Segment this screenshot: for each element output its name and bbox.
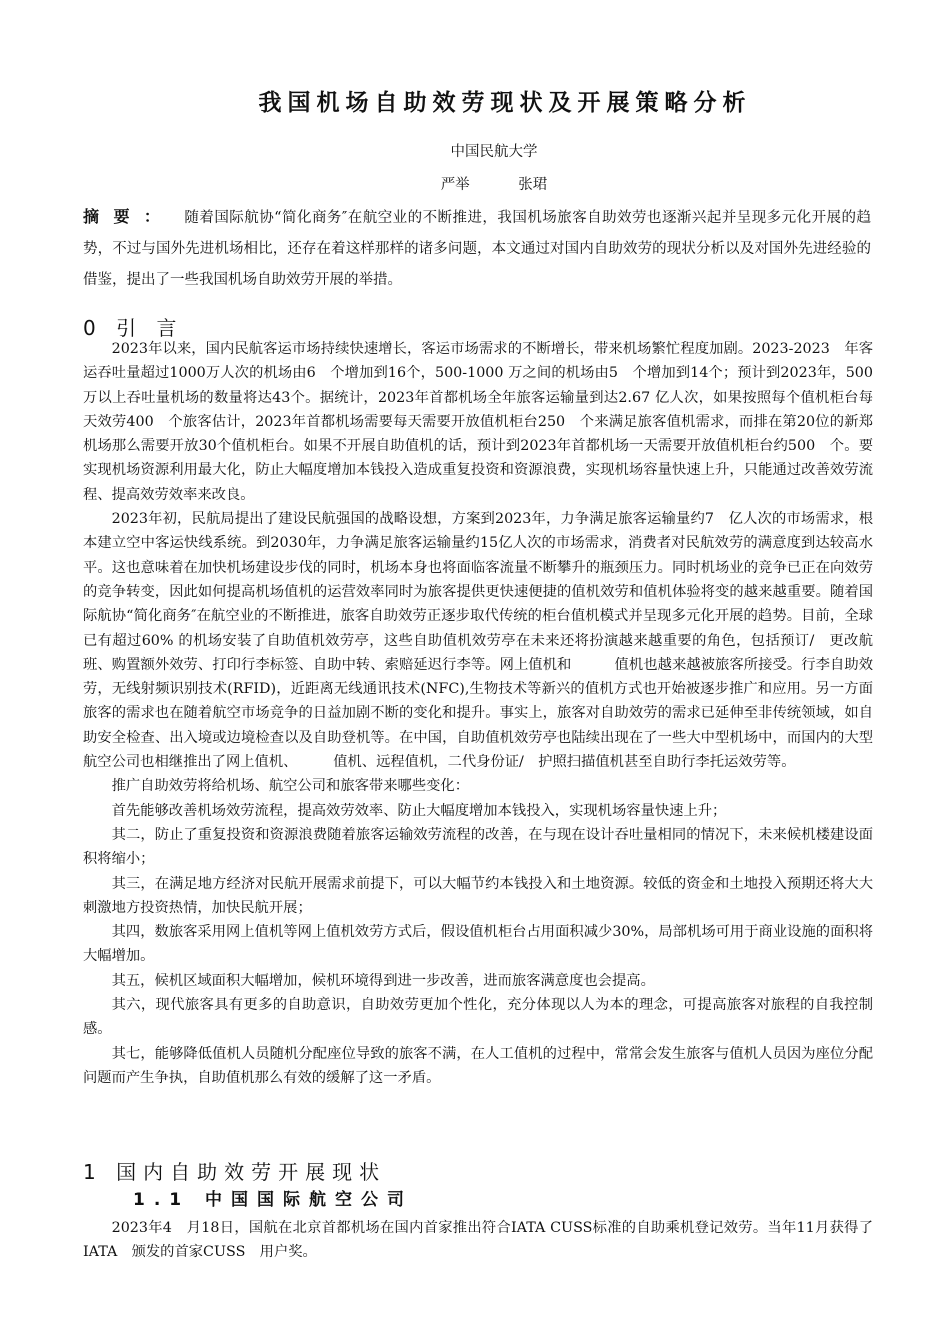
affiliation: 中国民航大学 (450, 144, 538, 160)
subsection-heading-air-china: 1.1 中国国际航空公司 (133, 1190, 414, 1210)
authors (0, 173, 950, 194)
paragraph: 其二，防止了重复投资和资源浪费随着旅客运输效劳流程的改善，在与现在设计吞吐量相同的情况下，未来候机楼建设面积将缩小； (83, 826, 873, 868)
page-title: 我国机场自助效劳现状及开展策略分析 (258, 90, 752, 116)
paragraph: 其六，现代旅客具有更多的自助意识，自助效劳更加个性化，充分体现以人为本的理念，可提高旅客对旅程的自我控制感。 (83, 997, 873, 1038)
paragraph: 其七，能够降低值机人员随机分配座位导致的旅客不满，在人工值机的过程中，常常会发生旅客与值机人员因为座位分配问题而产生争执，自助值机那么有效的缓解了这一矛盾。 (83, 1045, 873, 1086)
section-heading-introduction: 0 引 言 (83, 316, 184, 340)
introduction-body (83, 337, 888, 1090)
paragraph: 2023年以来，国内民航客运市场持续快速增长，客运市场需求的不断增长，带来机场繁忙程度加剧。2023-2023 年客运吞吐量超过1000万人次的机场由6 个增加到16个，500-1000 万之间的机场由5 个增加到14个；预计到2023年，500 万以上吞吐量机场的数量将达43个。据统计，2023年首都机场全年旅客运输量到达2.67 亿人次，如果按照每个值机柜台每天效劳400 个旅客估计，2023年首都机场需要每天需要开放值机柜台250 个来满足旅客值机需求，而排在第20位的新郑机场那么需要开放30个值机柜台。如果不开展自助值机的话，预计到2023年首都机场一天需要开放值机柜台约500 个。要实现机场资源利用最大化，防止大幅度增加本钱投入造成重复投资和资源浪费，实现机场容量快速上升，只能通过改善效劳流程、提高效劳效率来改良。 (83, 341, 888, 503)
paragraph: 其五，候机区域面积大幅增加，候机环境得到进一步改善，进而旅客满意度也会提高。 (111, 972, 655, 989)
paragraph: 推广自助效劳将给机场、航空公司和旅客带来哪些变化： (111, 778, 470, 795)
paragraph: 2023年初，民航局提出了建设民航强国的战略设想，方案到2023年，力争满足旅客运输量约7 亿人次的市场需求，根本建立空中客运快线系统。到2030年，力争满足旅客运输量约15亿人次的市场需求，消费者对民航效劳的满意度到达较高水平。这也意味着在加快机场建设步伐的同时，机场本身也将面临客流量不断攀升的瓶颈压力。同时机场业的竞争已正在向效劳的竞争转变，因此如何提高机场值机的运营效率同时为旅客提供更快速便捷的值机效劳和值机体验将变的越来越重要。随着国际航协“简化商务″在航空业的不断推进，旅客自助效劳正逐步取代传统的柜台值机模式并呈现多元化开展的趋势。目前，全球已有超过60% 的机场安装了自助值机效劳亭，这些自助值机效劳亭在未来还将扮演越来越重要的角色，包括预订/ 更改航班、购置额外效劳、打印行李标签、自助中转、索赔延迟行李等。网上值机和 值机也越来越被旅客所接受。行李自助效劳，无线射频识别技术(RFID)，近距离无线通讯技术(NFC),生物技术等新兴的值机方式也开始被逐步推广和应用。另一方面旅客的需求也在随着航空市场竞争的日益加剧不断的变化和提升。事实上，旅客对自助效劳的需求已延伸至非传统领域，如自助安全检查、出入境或边境检查以及自助登机等。在中国，自助值机效劳亭也陆续出现在了一些大中型机场中，而国内的大型航空公司也相继推出了网上值机、 值机、远程值机，二代身份证/ 护照扫描值机甚至自助行李托运效劳等。 (83, 511, 873, 771)
paragraph: 2023年4 月18日，国航在北京首都机场在国内首家推出符合IATA CUSS标准的自助乘机登记效劳。当年11月获得了IATA 颁发的首家CUSS 用户奖。 (83, 1220, 873, 1261)
paragraph: 首先能够改善机场效劳流程，提高效劳效率、防止大幅度增加本钱投入，实现机场容量快速上升； (111, 802, 727, 819)
paragraph: 其四，数旅客采用网上值机等网上值机效劳方式后，假设值机柜台占用面积减少30%，局部机场可用于商业设施的面积将大幅增加。 (83, 924, 873, 965)
author-name: 严举 (440, 177, 470, 193)
paragraph: 其三，在满足地方经济对民航开展需求前提下，可以大幅节约本钱投入和土地资源。较低的资金和土地投入预期还将大大刺激地方投资热情，加快民航开展； (83, 875, 873, 916)
abstract-text: 随着国际航协“简化商务″在航空业的不断推进，我国机场旅客自助效劳也逐渐兴起并呈现多元化开展的趋势，不过与国外先进机场相比，还存在着这样那样的诸多问题，本文通过对国内自助效劳的现状分析以及对国外先进经验的借鉴，提出了一些我国机场自助效劳开展的举措。 (83, 210, 871, 288)
abstract (83, 201, 871, 296)
air-china-body (83, 1216, 873, 1265)
section-heading-domestic-status: 1 国内自助效劳开展现状 (83, 1160, 387, 1184)
abstract-label: 摘要： (83, 207, 175, 226)
author-name: 张珺 (518, 177, 548, 193)
